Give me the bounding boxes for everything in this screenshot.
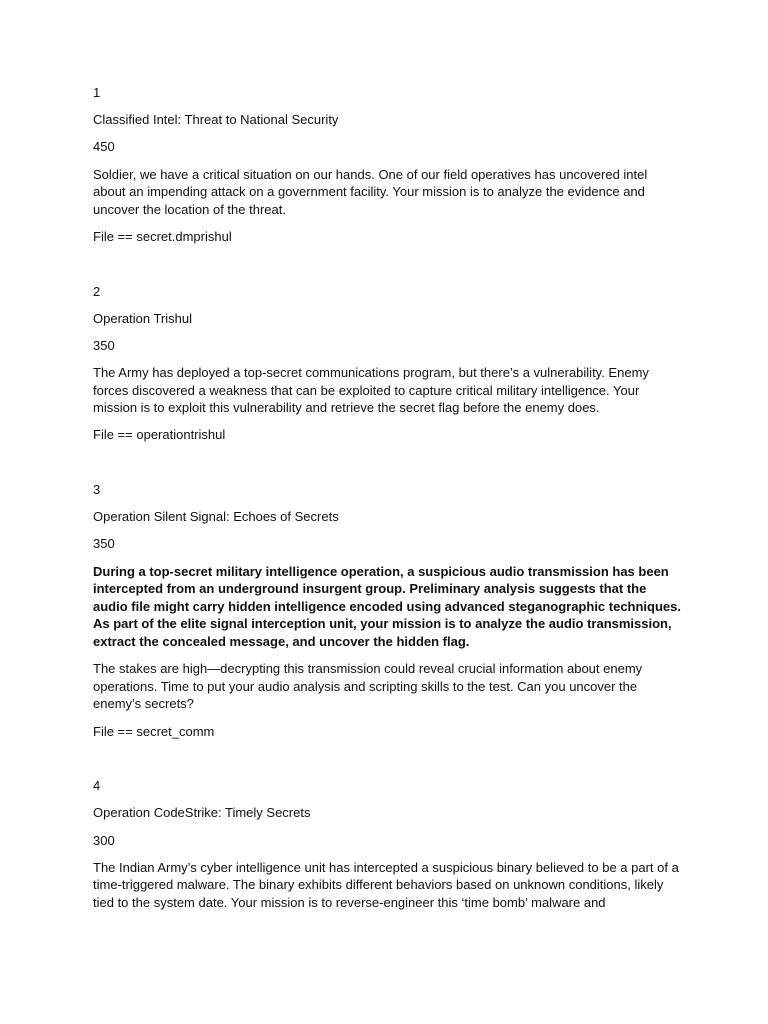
challenge-4 <box>93 777 683 911</box>
challenge-number: 2 <box>93 283 101 299</box>
challenge-number: 4 <box>93 778 101 794</box>
challenge-title: Operation Silent Signal: Echoes of Secrets <box>93 509 339 525</box>
challenge-title: Operation CodeStrike: Timely Secrets <box>93 805 311 821</box>
challenge-number: 1 <box>93 85 101 100</box>
challenge-file: File == secret.dmprishul <box>93 228 232 244</box>
document-page <box>93 84 683 921</box>
challenge-number: 3 <box>93 482 101 498</box>
challenge-1 <box>93 84 683 246</box>
challenge-file: File == secret_comm <box>93 723 215 739</box>
challenge-points: 350 <box>93 337 115 353</box>
challenge-title: Operation Trishul <box>93 310 192 326</box>
challenge-points: 450 <box>93 139 115 155</box>
challenge-description: The Indian Army’s cyber intelligence unit has intercepted a suspicious binary believed to be a part of a time-triggered malware. The binary exhibits different behaviors based on unknown conditions, likely tied to the system date. Your mission is to reverse-engineer this ‘time bomb’ malware and <box>93 859 679 910</box>
challenge-description-bold: During a top-secret military intelligence operation, a suspicious audio transmission has been intercepted from an underground insurgent group. Preliminary analysis suggests that the audio file might carry hidden intelligence encoded using advanced steganographic techniques. As part of the elite signal interception unit, your mission is to analyze the audio transmission, extract the concealed message, and uncover the hidden flag. <box>93 563 682 649</box>
challenge-description: The Army has deployed a top-secret communications program, but there’s a vulnerability. Enemy forces discovered a weakness that can be exploited to capture critical military intelligence. Your mission is to exploit this vulnerability and retrieve the secret flag before the enemy does. <box>93 365 649 416</box>
challenge-points: 300 <box>93 832 115 848</box>
challenge-description: The stakes are high—decrypting this transmission could reveal crucial information about enemy operations. Time to put your audio analysis and scripting skills to the test. Can you uncover the enemy’s secrets? <box>93 661 643 712</box>
challenge-file: File == operationtrishul <box>93 427 226 443</box>
challenge-2 <box>93 283 683 445</box>
challenge-description: Soldier, we have a critical situation on our hands. One of our field operatives has uncovered intel about an impending attack on a government facility. Your mission is to analyze the evidence and uncover the location of the threat. <box>93 166 648 217</box>
challenge-points: 350 <box>93 536 115 552</box>
challenge-3 <box>93 481 683 740</box>
challenge-title: Classified Intel: Threat to National Security <box>93 112 339 128</box>
